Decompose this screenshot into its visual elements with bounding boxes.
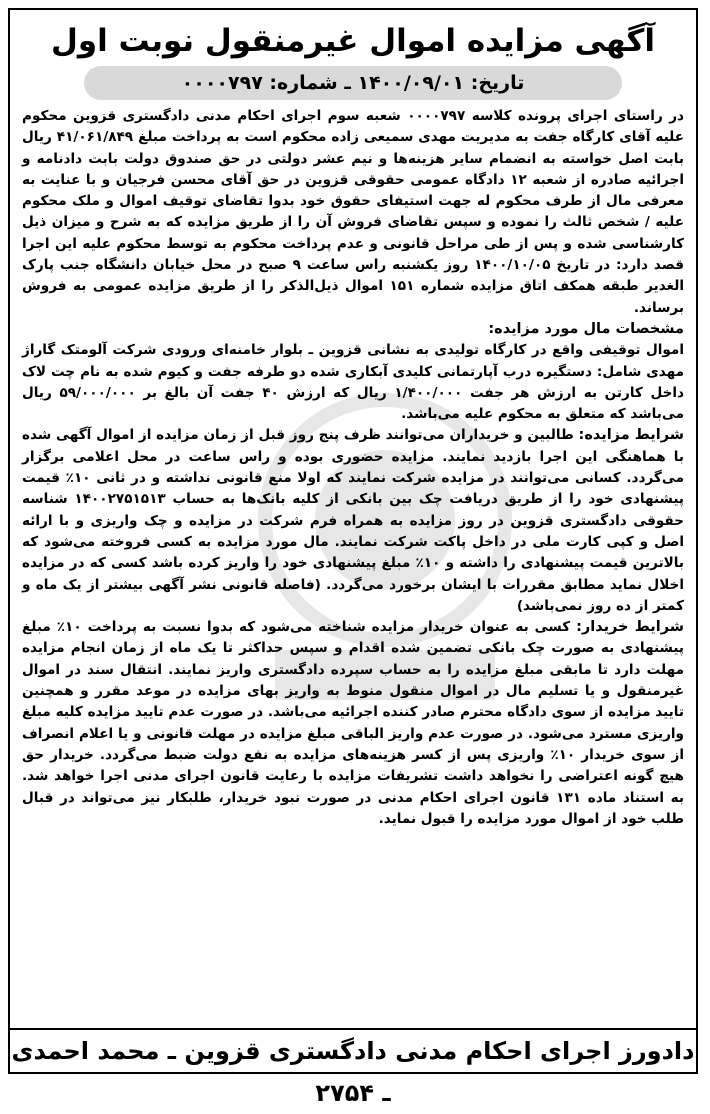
notice-body [22,106,684,830]
conditions-text: طالبین و خریداران می‌توانند ظرف پنج روز قبل از زمان مزایده از اموال آگهی شده با هماهنگی این اجرا بازدید نمایند. مزایده حضوری بوده و راس ساعت در محل اعلامی برگزار می‌گردد. کسانی می‌توانند در مزایده شرکت نمایند که اولا منع قانونی نداشته و در ثانی ۱۰٪ قیمت پیشنهادی خود را از طریق دریافت چک بین بانکی از کلیه بانک‌ها به حساب ۱۴۰۰۲۷۵۱۵۱۳ شناسه حقوقی دادگستری قزوین در روز مزایده به همراه فرم شرکت در مزایده و چک واریزی و با ارائه اصل و کپی کارت ملی در داخل پاکت شرکت نمایند. مال مورد مزایده به کسی فروخته می‌شود که بالاترین قیمت پیشنهادی را داشته و ۱۰٪ مبلغ پیشنهادی خود را واریز کرده باشد کسی که در مزایده اخلال نماید مطابق مقررات با ایشان برخورد می‌گردد. (فاصله قانونی نشر آگهی بیشتر از یک ماه و کمتر از ده روز نمی‌باشد) [22,427,685,614]
conditions-paragraph [22,425,684,617]
footer-signature: دادورز اجرای احکام مدنی دادگستری قزوین ـ محمد احمدی ـ ۲۷۵۴ [11,1037,695,1107]
conditions-label: شرایط مزایده: [578,427,684,444]
notice-page [8,8,698,1107]
buyer-paragraph [22,617,684,830]
spec-paragraph: اموال توقیفی واقع در کارگاه تولیدی به نشانی قزوین ـ بلوار خامنه‌ای ورودی شرکت آلومتک گاراژ مهدی شامل: دستگیره درب آپارتمانی کلیدی آبکاری شده دو طرفه جفت و کیوم شده به نام چت لاک داخل کارتن به ارزش هر جفت ۱/۴۰۰/۰۰۰ ریال که ارزش ۴۰ جفت آن بالغ بر ۵۹/۰۰۰/۰۰۰ ریال می‌باشد که متعلق به محکوم علیه می‌باشد. [22,342,685,423]
date-number-bar: تاریخ: ۱۴۰۰/۰۹/۰۱ ـ شماره: ۰۰۰۰۷۹۷ [84,66,622,100]
spec-heading: مشخصات مال مورد مزایده: [488,320,684,337]
notice-title: آگهی مزایده اموال غیرمنقول نوبت اول [50,23,656,59]
buyer-text: کسی به عنوان خریدار مزایده شناخته می‌شود که بدوا نسبت به پرداخت ۱۰٪ مبلغ پیشنهادی به صورت چک بانکی تضمین شده اقدام و سپس حداکثر تا یک ماه از زمان انجام مزایده مهلت دارد تا مابقی مبلغ مزایده را به حساب سپرده دادگستری واریز نمایند. انتقال سند در اموال غیرمنقول و یا تسلیم مال در اموال منقول منوط به واریز بهای مزایده در موعد مقرر و همچنین تایید مزایده از سوی دادگاه محترم صادر کننده اجرائیه می‌باشد. در صورت عدم تایید مزایده کلیه مبلغ واریزی مسترد می‌شود. در صورت عدم واریز الباقی مبلغ مزایده در مهلت قانونی و یا اعلام انصراف از سوی خریدار ۱۰٪ واریزی پس از کسر هزینه‌های مزایده به نفع دولت ضبط می‌گردد. خریدار حق هیچ گونه اعتراضی را نخواهد داشت تشریفات مزایده با رعایت قانون اجرای مدنی اجرا خواهد شد. به استناد ماده ۱۳۱ قانون اجرای احکام مدنی در صورت نبود خریدار، طلبکار نیز می‌تواند در قبال طلب خود از اموال مورد مزایده را قبول نماید. [22,619,684,827]
buyer-label: شرایط خریدار: [576,619,684,636]
intro-paragraph: در راستای اجرای پرونده کلاسه ۰۰۰۰۷۹۷ شعبه سوم اجرای احکام مدنی دادگستری قزوین محکوم علیه آقای کارگاه جفت به مدیریت مهدی سمیعی زاده محکوم است به پرداخت مبلغ ۴۱/۰۶۱/۸۴۹ ریال بابت اصل خواسته به انضمام سایر هزینه‌ها و نیم عشر دولتی در حق صندوق دولت بابت دادنامه و اجرائیه صادره از شعبه ۱۲ دادگاه عمومی حقوقی قزوین در حق آقای محسن فرجیان و با عنایت به معرفی مال از طرف محکوم له جهت استیفای حقوق خود بدوا تقاضای توقیف اموال و ملک محکوم علیه / شخص ثالث را نموده و سپس تقاضای فروش آن را از طریق مزایده که به شرح و میزان ذیل کارشناسی شده و پس از طی مراحل قانونی و عدم پرداخت محکوم به توسط محکوم علیه این اجرا قصد دارد: در تاریخ ۱۴۰۰/۱۰/۰۵ روز یکشنبه راس ساعت ۹ صبح در محل خیابان دانشگاه جنب پارک الغدیر طبقه همکف اتاق مزایده شماره ۱۵۱ اموال ذیل‌الذکر را از طریق مزایده عمومی به فروش برساند. [22,108,684,316]
